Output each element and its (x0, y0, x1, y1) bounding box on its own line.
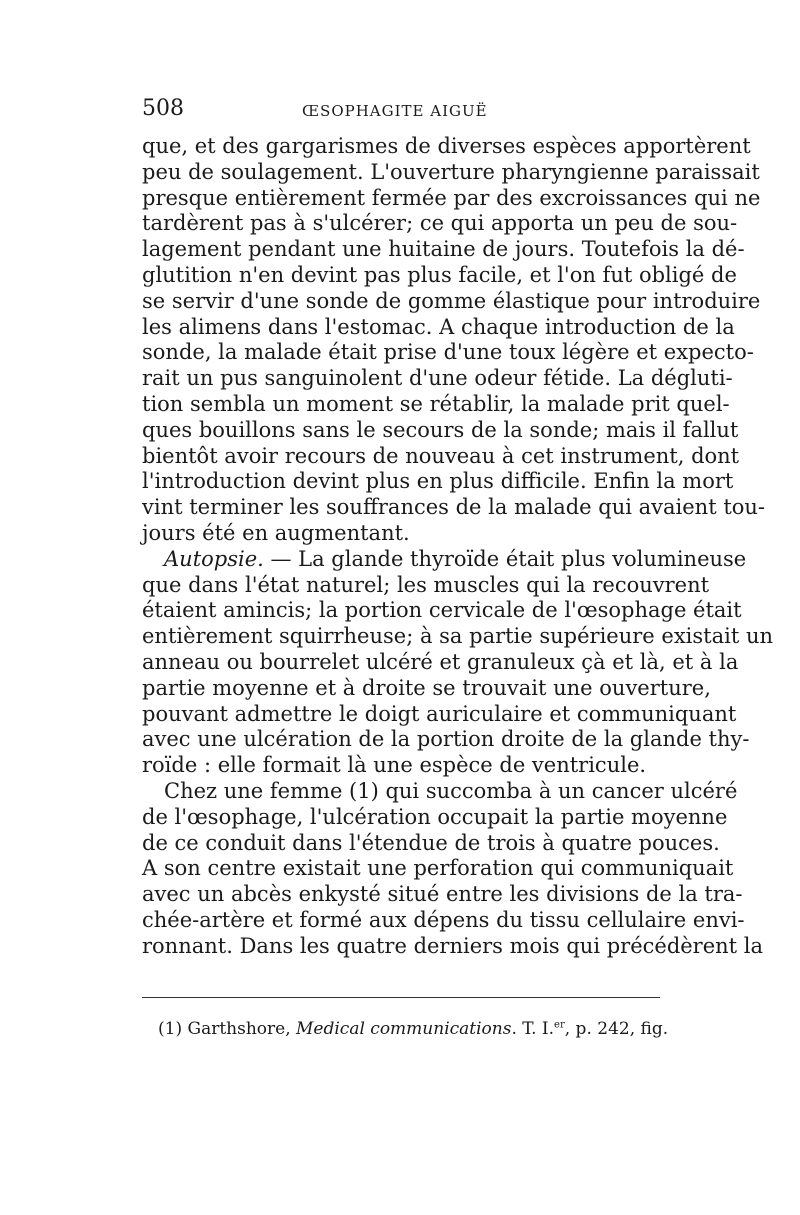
footnote-divider (142, 997, 660, 998)
text-line: partie moyenne et à droite se trouvait une ouverture, (142, 675, 711, 700)
text-line: roïde : elle formait là une espèce de ventricule. (142, 753, 647, 778)
text-line: de l'œsophage, l'ulcération occupait la partie moyenne (142, 804, 728, 829)
text-line: jours été en augmentant. (142, 520, 410, 545)
footnote-prefix: (1) Garthshore, (158, 1019, 297, 1039)
page-header (142, 96, 662, 126)
text-line: avec une ulcération de la portion droite de la glande thy- (142, 727, 750, 752)
running-head: ŒSOPHAGITE AIGUË (302, 102, 488, 120)
text-line: que dans l'état naturel; les muscles qui la recouvrent (142, 572, 710, 597)
text-line: pouvant admettre le doigt auriculaire et communiquant (142, 701, 737, 726)
text-line: ronnant. Dans les quatre derniers mois qui précédèrent la (142, 933, 764, 958)
page-number: 508 (142, 96, 184, 121)
text-line: peu de soulagement. L'ouverture pharyngienne paraissait (142, 159, 760, 184)
text-line: vint terminer les souffrances de la malade qui avaient tou- (142, 495, 766, 520)
autopsy-first-line-text: — La glande thyroïde était plus volumineuse (263, 546, 747, 571)
text-line: bientôt avoir recours de nouveau à cet instrument, dont (142, 443, 740, 468)
text-line: avec un abcès enkysté situé entre les divisions de la tra- (142, 882, 743, 907)
autopsy-first-line (142, 546, 747, 573)
text-line: tion sembla un moment se rétablir, la malade prit quel- (142, 391, 730, 416)
text-line: l'introduction devint plus en plus difficile. Enfin la mort (142, 469, 734, 494)
text-line: tardèrent pas à s'ulcérer; ce qui apporta un peu de sou- (142, 211, 738, 236)
text-line: de ce conduit dans l'étendue de trois à quatre pouces. (142, 830, 720, 855)
text-line: que, et des gargarismes de diverses espèces apportèrent (142, 134, 751, 158)
text-line: se servir d'une sonde de gomme élastique pour introduire (142, 288, 761, 313)
text-line: chée-artère et formé aux dépens du tissu cellulaire envi- (142, 907, 745, 932)
footnote-page-ref: , p. 242, fig. (564, 1019, 669, 1039)
text-line: lagement pendant une huitaine de jours. Toutefois la dé- (142, 237, 745, 262)
text-line: les alimens dans l'estomac. A chaque introduction de la (142, 314, 735, 339)
text-line: Chez une femme (1) qui succomba à un cancer ulcéré (164, 778, 738, 803)
footnote-title: Medical communications (296, 1019, 512, 1039)
footnote-superscript: er (554, 1019, 565, 1031)
text-line: sonde, la malade était prise d'une toux légère et expecto- (142, 340, 754, 365)
footnote-suffix: . T. I. (511, 1019, 555, 1039)
text-line: entièrement squirrheuse; à sa partie supérieure existait un (142, 624, 774, 649)
text-line: glutition n'en devint pas plus facile, et l'on fut obligé de (142, 262, 737, 287)
text-line: ques bouillons sans le secours de la sonde; mais il fallut (142, 417, 739, 442)
text-line: A son centre existait une perforation qui communiquait (142, 856, 734, 881)
text-line: étaient amincis; la portion cervicale de l'œsophage était (142, 598, 742, 623)
text-line: anneau ou bourrelet ulcéré et granuleux çà et là, et à la (142, 649, 739, 674)
footnote (158, 1019, 668, 1039)
autopsy-label: Autopsie. (164, 546, 264, 571)
text-line: rait un pus sanguinolent d'une odeur fétide. La dégluti- (142, 366, 733, 391)
text-line: presque entièrement fermée par des excroissances qui ne (142, 185, 761, 210)
body-text (142, 134, 774, 960)
